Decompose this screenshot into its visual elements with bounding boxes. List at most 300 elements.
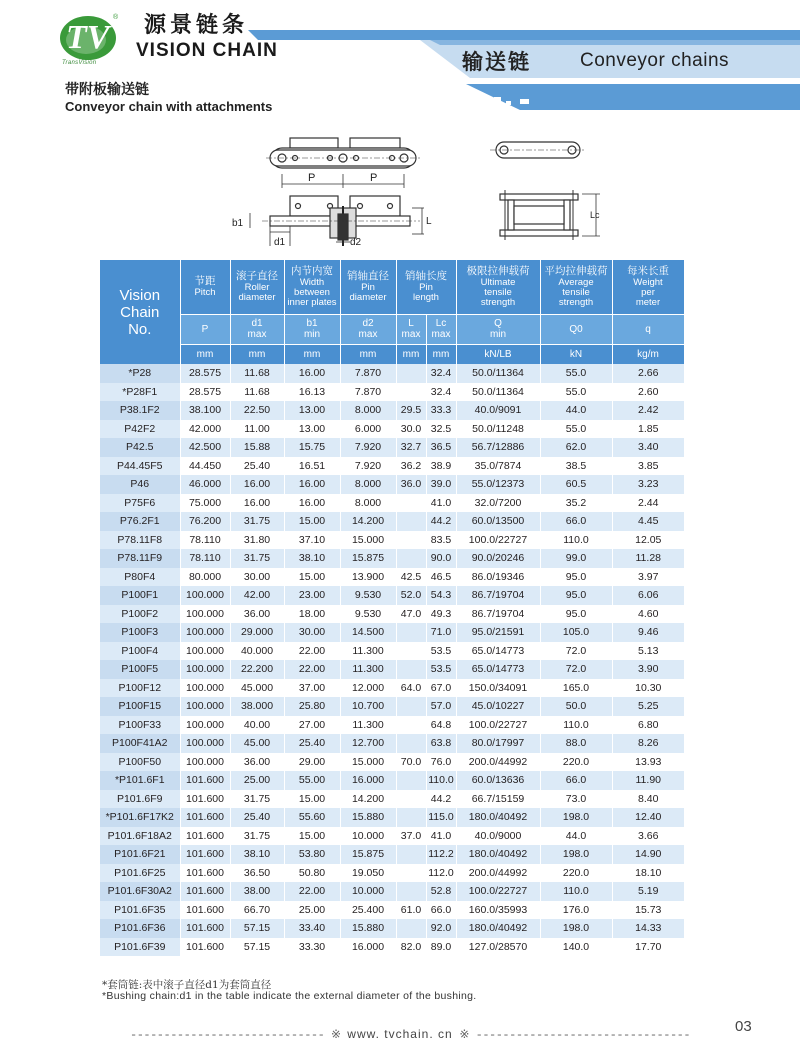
label-d2: d2: [350, 237, 362, 248]
value-cell: 15.00: [284, 568, 340, 587]
model-cell: P100F1: [100, 586, 180, 605]
value-cell: 37.10: [284, 531, 340, 550]
value-cell: 40.0/9091: [456, 401, 540, 420]
value-cell: 30.0: [396, 420, 426, 439]
value-cell: 110.0: [426, 771, 456, 790]
value-cell: 12.40: [612, 808, 684, 827]
value-cell: 100.0/22727: [456, 531, 540, 550]
model-cell: P101.6F35: [100, 901, 180, 920]
value-cell: 3.85: [612, 457, 684, 476]
value-cell: 16.000: [340, 938, 396, 957]
table-row: [100, 457, 684, 476]
value-cell: 44.0: [540, 827, 612, 846]
table-row: [100, 364, 684, 383]
value-cell: 46.000: [180, 475, 230, 494]
model-cell: *P28: [100, 364, 180, 383]
value-cell: [396, 494, 426, 513]
page-subtitle-cn: 带附板输送链: [65, 82, 149, 98]
value-cell: 25.40: [284, 734, 340, 753]
unit-cell: mm: [396, 344, 426, 364]
value-cell: 15.88: [230, 438, 284, 457]
table-row: [100, 919, 684, 938]
value-cell: 101.600: [180, 938, 230, 957]
value-cell: 55.0: [540, 420, 612, 439]
value-cell: 15.880: [340, 919, 396, 938]
value-cell: 63.8: [426, 734, 456, 753]
value-cell: 78.110: [180, 531, 230, 550]
value-cell: 180.0/40492: [456, 845, 540, 864]
header-ultimate: 极限拉伸载荷 Ultimate tensile strength: [456, 260, 540, 314]
value-cell: 13.900: [340, 568, 396, 587]
value-cell: 176.0: [540, 901, 612, 920]
value-cell: 14.90: [612, 845, 684, 864]
table-row: [100, 605, 684, 624]
model-cell: P101.6F36: [100, 919, 180, 938]
sym-weight: q: [612, 314, 684, 344]
value-cell: 53.5: [426, 660, 456, 679]
footnote-en: *Bushing chain:d1 in the table indicate the external diameter of the bushing.: [102, 990, 477, 1002]
header-weight: 每米长重 Weight per meter: [612, 260, 684, 314]
table-row: [100, 549, 684, 568]
chain-drawings: [0, 128, 800, 258]
model-cell: P42.5: [100, 438, 180, 457]
value-cell: 61.0: [396, 901, 426, 920]
value-cell: 16.51: [284, 457, 340, 476]
value-cell: 10.30: [612, 679, 684, 698]
value-cell: 55.60: [284, 808, 340, 827]
value-cell: 72.0: [540, 642, 612, 661]
value-cell: [396, 734, 426, 753]
brand-logo-icon: [58, 10, 124, 62]
value-cell: 15.73: [612, 901, 684, 920]
header-model: [100, 260, 180, 364]
value-cell: 65.0/14773: [456, 642, 540, 661]
value-cell: 65.0/14773: [456, 660, 540, 679]
value-cell: 8.000: [340, 475, 396, 494]
unit-cell: kN/LB: [456, 344, 540, 364]
table-row: [100, 420, 684, 439]
value-cell: 44.0: [540, 401, 612, 420]
value-cell: 37.0: [396, 827, 426, 846]
value-cell: 100.000: [180, 679, 230, 698]
value-cell: 11.300: [340, 660, 396, 679]
value-cell: 3.23: [612, 475, 684, 494]
value-cell: 40.00: [230, 716, 284, 735]
value-cell: 31.75: [230, 827, 284, 846]
value-cell: 198.0: [540, 808, 612, 827]
value-cell: 11.300: [340, 716, 396, 735]
value-cell: 50.0/11364: [456, 364, 540, 383]
table-row: [100, 512, 684, 531]
value-cell: 89.0: [426, 938, 456, 957]
value-cell: 15.75: [284, 438, 340, 457]
value-cell: [396, 845, 426, 864]
value-cell: 5.19: [612, 882, 684, 901]
table-row: [100, 568, 684, 587]
value-cell: 50.80: [284, 864, 340, 883]
value-cell: 66.70: [230, 901, 284, 920]
header-pin-length: 销轴长度 Pin length: [396, 260, 456, 314]
value-cell: 13.00: [284, 420, 340, 439]
model-cell: *P28F1: [100, 383, 180, 402]
table-row: [100, 716, 684, 735]
unit-cell: mm: [230, 344, 284, 364]
model-cell: P100F15: [100, 697, 180, 716]
footnote-cn: *套筒链:表中滚子直径d1为套筒直径: [102, 979, 272, 991]
value-cell: 90.0/20246: [456, 549, 540, 568]
value-cell: 40.0/9000: [456, 827, 540, 846]
value-cell: 25.400: [340, 901, 396, 920]
value-cell: 55.0: [540, 383, 612, 402]
value-cell: 38.100: [180, 401, 230, 420]
table-row: [100, 660, 684, 679]
model-cell: *P101.6F1: [100, 771, 180, 790]
value-cell: [396, 364, 426, 383]
value-cell: 38.5: [540, 457, 612, 476]
model-cell: P44.45F5: [100, 457, 180, 476]
value-cell: 57.0: [426, 697, 456, 716]
value-cell: 15.875: [340, 845, 396, 864]
value-cell: 33.3: [426, 401, 456, 420]
spec-table: [100, 260, 685, 956]
model-cell: P42F2: [100, 420, 180, 439]
value-cell: 165.0: [540, 679, 612, 698]
value-cell: 41.0: [426, 827, 456, 846]
page-number: 03: [735, 1018, 752, 1035]
value-cell: 100.000: [180, 586, 230, 605]
value-cell: 14.33: [612, 919, 684, 938]
value-cell: 13.93: [612, 753, 684, 772]
header-pitch: 节距 Pitch: [180, 260, 230, 314]
value-cell: 180.0/40492: [456, 808, 540, 827]
table-row: [100, 734, 684, 753]
value-cell: 86.7/19704: [456, 586, 540, 605]
value-cell: 32.4: [426, 364, 456, 383]
model-cell: P100F12: [100, 679, 180, 698]
value-cell: 22.00: [284, 882, 340, 901]
value-cell: 220.0: [540, 864, 612, 883]
value-cell: 31.75: [230, 790, 284, 809]
value-cell: 29.5: [396, 401, 426, 420]
model-cell: P101.6F9: [100, 790, 180, 809]
value-cell: 36.0: [396, 475, 426, 494]
value-cell: 4.45: [612, 512, 684, 531]
value-cell: 105.0: [540, 623, 612, 642]
footer-dashes: ※ --------------------------------: [452, 1028, 691, 1042]
value-cell: 16.00: [284, 494, 340, 513]
value-cell: 101.600: [180, 901, 230, 920]
value-cell: 44.2: [426, 790, 456, 809]
sym-l: L max: [396, 314, 426, 344]
value-cell: [396, 623, 426, 642]
table-row: [100, 827, 684, 846]
attachment-plate: [350, 138, 400, 148]
value-cell: 101.600: [180, 771, 230, 790]
value-cell: 101.600: [180, 790, 230, 809]
value-cell: 3.97: [612, 568, 684, 587]
section-title-en: Conveyor chains: [580, 50, 730, 71]
value-cell: 7.870: [340, 364, 396, 383]
model-cell: P100F33: [100, 716, 180, 735]
value-cell: 32.7: [396, 438, 426, 457]
value-cell: 42.5: [396, 568, 426, 587]
table-row: [100, 882, 684, 901]
footer-url[interactable]: www. tvchain. cn: [347, 1027, 453, 1041]
value-cell: 11.28: [612, 549, 684, 568]
value-cell: 10.700: [340, 697, 396, 716]
value-cell: 3.66: [612, 827, 684, 846]
label-p: P: [370, 172, 378, 184]
value-cell: 32.4: [426, 383, 456, 402]
value-cell: 32.5: [426, 420, 456, 439]
value-cell: 16.00: [230, 494, 284, 513]
value-cell: 45.000: [230, 679, 284, 698]
value-cell: 30.00: [230, 568, 284, 587]
value-cell: 2.60: [612, 383, 684, 402]
table-row: [100, 438, 684, 457]
value-cell: 64.8: [426, 716, 456, 735]
value-cell: 35.2: [540, 494, 612, 513]
value-cell: 23.00: [284, 586, 340, 605]
value-cell: 73.0: [540, 790, 612, 809]
table-row: [100, 679, 684, 698]
value-cell: 29.000: [230, 623, 284, 642]
value-cell: 46.5: [426, 568, 456, 587]
value-cell: 95.0: [540, 605, 612, 624]
value-cell: 31.75: [230, 512, 284, 531]
value-cell: 17.70: [612, 938, 684, 957]
value-cell: 10.000: [340, 882, 396, 901]
sym-d2: d2 max: [340, 314, 396, 344]
value-cell: 5.13: [612, 642, 684, 661]
value-cell: 66.0: [426, 901, 456, 920]
value-cell: 13.00: [284, 401, 340, 420]
value-cell: [396, 697, 426, 716]
value-cell: 12.05: [612, 531, 684, 550]
value-cell: 62.0: [540, 438, 612, 457]
value-cell: [396, 660, 426, 679]
value-cell: 82.0: [396, 938, 426, 957]
value-cell: 95.0: [540, 568, 612, 587]
value-cell: 45.0/10227: [456, 697, 540, 716]
value-cell: 115.0: [426, 808, 456, 827]
value-cell: 10.000: [340, 827, 396, 846]
value-cell: 55.0: [540, 364, 612, 383]
unit-cell: kg/m: [612, 344, 684, 364]
table-row: [100, 808, 684, 827]
value-cell: 42.500: [180, 438, 230, 457]
value-cell: 11.00: [230, 420, 284, 439]
value-cell: 37.00: [284, 679, 340, 698]
value-cell: 11.68: [230, 383, 284, 402]
model-cell: P100F50: [100, 753, 180, 772]
value-cell: 12.700: [340, 734, 396, 753]
model-cell: P46: [100, 475, 180, 494]
value-cell: 100.0/22727: [456, 882, 540, 901]
value-cell: [396, 549, 426, 568]
value-cell: 25.00: [284, 901, 340, 920]
model-cell: P78.11F9: [100, 549, 180, 568]
value-cell: 22.00: [284, 642, 340, 661]
header-model-line: No.: [128, 320, 152, 338]
value-cell: 3.90: [612, 660, 684, 679]
sym-lc: Lc max: [426, 314, 456, 344]
value-cell: 47.0: [396, 605, 426, 624]
label-b1: b1: [232, 218, 244, 229]
value-cell: 71.0: [426, 623, 456, 642]
value-cell: 25.80: [284, 697, 340, 716]
header-average: 平均拉伸载荷 Average tensile strength: [540, 260, 612, 314]
value-cell: 16.00: [284, 364, 340, 383]
value-cell: 16.000: [340, 771, 396, 790]
value-cell: 200.0/44992: [456, 753, 540, 772]
value-cell: 76.0: [426, 753, 456, 772]
value-cell: 36.00: [230, 753, 284, 772]
value-cell: 45.00: [230, 734, 284, 753]
value-cell: [396, 771, 426, 790]
brand-name-en: VISION CHAIN: [136, 40, 278, 61]
spec-table-body: [100, 364, 684, 956]
value-cell: 15.000: [340, 753, 396, 772]
value-cell: 83.5: [426, 531, 456, 550]
value-cell: 15.00: [284, 827, 340, 846]
value-cell: 31.80: [230, 531, 284, 550]
value-cell: 100.000: [180, 660, 230, 679]
value-cell: 36.50: [230, 864, 284, 883]
model-cell: P75F6: [100, 494, 180, 513]
value-cell: 66.7/15159: [456, 790, 540, 809]
sym-q0: Q0: [540, 314, 612, 344]
header-roller: 滚子直径 Roller diameter: [230, 260, 284, 314]
value-cell: 7.870: [340, 383, 396, 402]
value-cell: 100.000: [180, 623, 230, 642]
value-cell: 78.110: [180, 549, 230, 568]
value-cell: [396, 383, 426, 402]
value-cell: 36.5: [426, 438, 456, 457]
value-cell: 75.000: [180, 494, 230, 513]
value-cell: 140.0: [540, 938, 612, 957]
value-cell: 18.00: [284, 605, 340, 624]
value-cell: 25.40: [230, 457, 284, 476]
value-cell: 57.15: [230, 938, 284, 957]
value-cell: 44.450: [180, 457, 230, 476]
value-cell: [396, 808, 426, 827]
value-cell: 14.200: [340, 512, 396, 531]
header-model-line: Vision: [119, 286, 161, 304]
value-cell: 52.8: [426, 882, 456, 901]
model-cell: P76.2F1: [100, 512, 180, 531]
value-cell: 50.0: [540, 697, 612, 716]
value-cell: [396, 642, 426, 661]
value-cell: 7.920: [340, 457, 396, 476]
table-row: [100, 475, 684, 494]
value-cell: 57.15: [230, 919, 284, 938]
value-cell: 76.200: [180, 512, 230, 531]
value-cell: 38.10: [230, 845, 284, 864]
value-cell: 29.00: [284, 753, 340, 772]
header-width: 内节内宽 Width between inner plates: [284, 260, 340, 314]
value-cell: 50.0/11364: [456, 383, 540, 402]
table-row: [100, 494, 684, 513]
value-cell: 14.200: [340, 790, 396, 809]
value-cell: 9.530: [340, 605, 396, 624]
header-pin-diameter: 销轴直径 Pin diameter: [340, 260, 396, 314]
value-cell: 33.30: [284, 938, 340, 957]
value-cell: 60.5: [540, 475, 612, 494]
value-cell: 7.920: [340, 438, 396, 457]
table-row: [100, 383, 684, 402]
value-cell: 6.000: [340, 420, 396, 439]
model-cell: *P101.6F17K2: [100, 808, 180, 827]
table-row: [100, 790, 684, 809]
value-cell: 66.0: [540, 512, 612, 531]
value-cell: 14.500: [340, 623, 396, 642]
value-cell: 70.0: [396, 753, 426, 772]
value-cell: 25.00: [230, 771, 284, 790]
value-cell: 67.0: [426, 679, 456, 698]
value-cell: [396, 919, 426, 938]
value-cell: 101.600: [180, 845, 230, 864]
value-cell: 92.0: [426, 919, 456, 938]
value-cell: 5.25: [612, 697, 684, 716]
footer-dashes: ----------------------------- ※: [130, 1028, 348, 1042]
value-cell: 52.0: [396, 586, 426, 605]
value-cell: 53.5: [426, 642, 456, 661]
value-cell: 180.0/40492: [456, 919, 540, 938]
value-cell: [396, 531, 426, 550]
value-cell: 54.3: [426, 586, 456, 605]
label-l: L: [426, 216, 432, 227]
value-cell: 35.0/7874: [456, 457, 540, 476]
value-cell: 41.0: [426, 494, 456, 513]
value-cell: 8.26: [612, 734, 684, 753]
value-cell: 6.80: [612, 716, 684, 735]
value-cell: [396, 790, 426, 809]
value-cell: 50.0/11248: [456, 420, 540, 439]
header-model-line: Chain: [120, 303, 160, 321]
value-cell: 31.75: [230, 549, 284, 568]
value-cell: 3.40: [612, 438, 684, 457]
value-cell: [396, 864, 426, 883]
table-row: [100, 623, 684, 642]
value-cell: 56.7/12886: [456, 438, 540, 457]
value-cell: 2.66: [612, 364, 684, 383]
value-cell: 112.2: [426, 845, 456, 864]
value-cell: 19.050: [340, 864, 396, 883]
value-cell: 49.3: [426, 605, 456, 624]
value-cell: 80.0/17997: [456, 734, 540, 753]
table-row: [100, 586, 684, 605]
value-cell: 66.0: [540, 771, 612, 790]
value-cell: 1.85: [612, 420, 684, 439]
model-cell: P100F2: [100, 605, 180, 624]
value-cell: 55.0/12373: [456, 475, 540, 494]
value-cell: [396, 716, 426, 735]
value-cell: 100.000: [180, 605, 230, 624]
value-cell: 110.0: [540, 882, 612, 901]
value-cell: 42.000: [180, 420, 230, 439]
value-cell: 150.0/34091: [456, 679, 540, 698]
value-cell: 95.0: [540, 586, 612, 605]
value-cell: 38.9: [426, 457, 456, 476]
value-cell: 12.000: [340, 679, 396, 698]
value-cell: 15.880: [340, 808, 396, 827]
value-cell: 99.0: [540, 549, 612, 568]
value-cell: 86.0/19346: [456, 568, 540, 587]
model-cell: P101.6F18A2: [100, 827, 180, 846]
value-cell: 112.0: [426, 864, 456, 883]
value-cell: 38.000: [230, 697, 284, 716]
